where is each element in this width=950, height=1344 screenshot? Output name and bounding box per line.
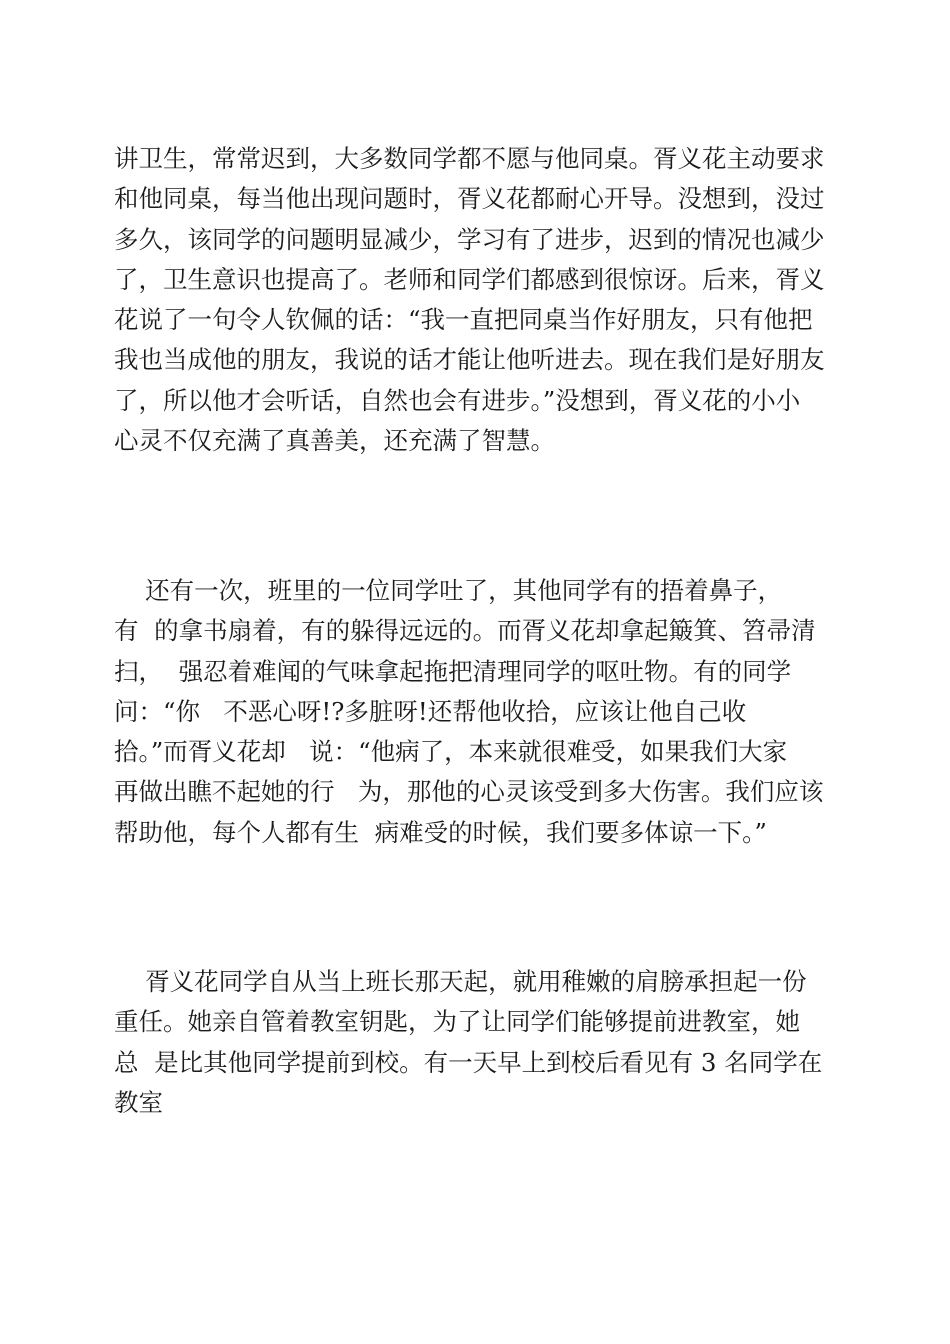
text-line: 总 是比其他同学提前到校。有一天早上到校后看见有 3 名同学在 [114,1047,823,1077]
text-line: 扫， 强忍着难闻的气味拿起拖把清理同学的呕吐物。有的同学 [114,656,792,686]
text-line: 多久，该同学的问题明显减少，学习有了进步，迟到的情况也减少 [114,224,825,254]
paragraph-2 [114,571,844,853]
paragraph-3 [114,962,844,1123]
text-line: 了，卫生意识也提高了。老师和同学们都感到很惊讶。后来，胥义 [114,264,825,294]
text-line: 问：“你 不恶心呀!?多脏呀!还帮他收拾，应该让他自己收 [114,696,747,726]
text-line: 心灵不仅充满了真善美，还充满了智慧。 [114,426,555,456]
text-line: 再做出瞧不起她的行 为，那他的心灵该受到多大伤害。我们应该 [114,777,824,807]
text-line: 花说了一句令人钦佩的话：“我一直把同桌当作好朋友，只有他把 [114,305,813,335]
text-line: 我也当成他的朋友，我说的话才能让他听进去。现在我们是好朋友 [114,345,825,375]
text-line: 胥义花同学自从当上班长那天起，就用稚嫩的肩膀承担起一份 [114,967,807,996]
text-line: 重任。她亲自管着教室钥匙，为了让同学们能够提前进教室，她 [114,1007,800,1037]
text-line: 还有一次，班里的一位同学吐了，其他同学有的捂着鼻子， [114,576,783,605]
text-line: 了，所以他才会听话，自然也会有进步。”没想到，胥义花的小小 [114,385,801,415]
text-line: 帮助他，每个人都有生 病难受的时候，我们要多体谅一下。” [114,817,767,847]
text-line: 拾。”而胥义花却 说：“他病了，本来就很难受，如果我们大家 [114,737,788,767]
text-line: 有 的拿书扇着，有的躲得远远的。而胥义花却拿起簸箕、笤帚清 [114,616,816,646]
text-line: 讲卫生，常常迟到，大多数同学都不愿与他同桌。胥义花主动要求 [114,144,825,173]
paragraph-1 [114,139,844,461]
text-line: 教室 [114,1087,163,1117]
text-line: 和他同桌，每当他出现问题时，胥义花都耐心开导。没想到，没过 [114,184,825,214]
